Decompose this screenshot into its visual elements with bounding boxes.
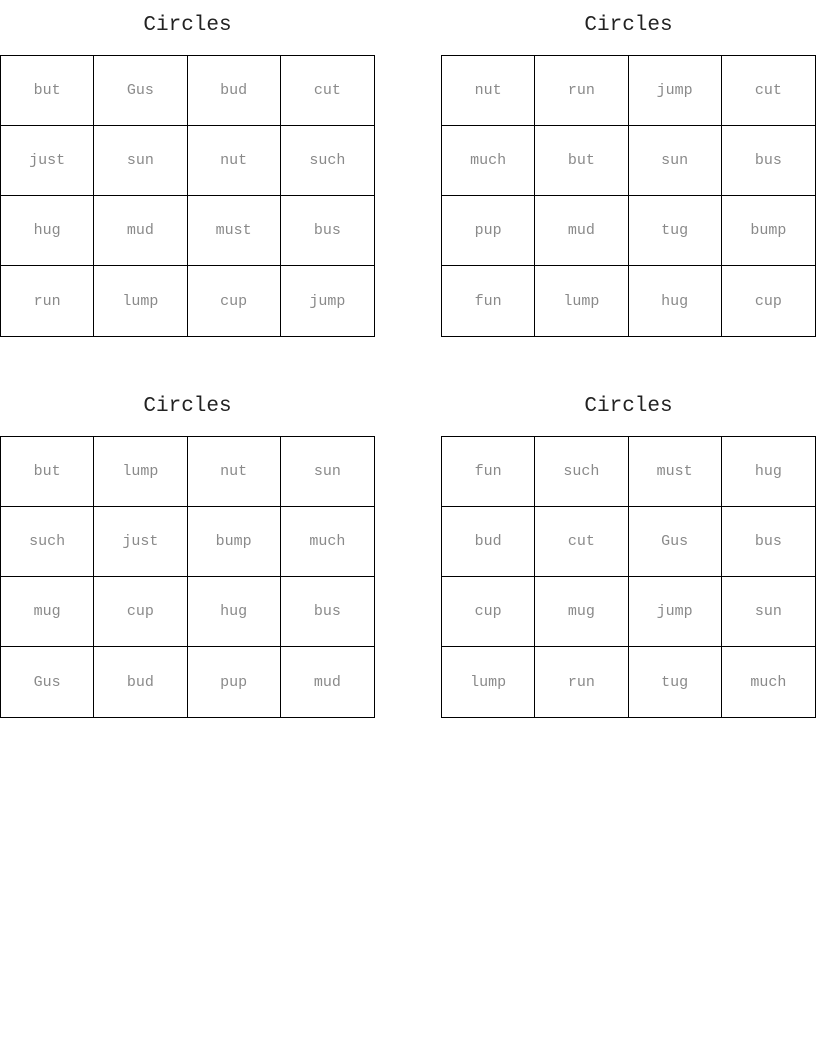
- word-cell: hug: [1, 196, 94, 266]
- word-cell: hug: [722, 437, 815, 507]
- word-cell: cut: [281, 56, 374, 126]
- word-cell: run: [535, 56, 628, 126]
- card-title: Circles: [584, 395, 673, 418]
- word-cell: much: [442, 126, 535, 196]
- word-cell: mug: [1, 577, 94, 647]
- word-cell: such: [1, 507, 94, 577]
- word-cell: tug: [629, 647, 722, 717]
- word-cell: bus: [722, 507, 815, 577]
- word-cell: but: [1, 56, 94, 126]
- word-cell: nut: [442, 56, 535, 126]
- word-cell: bus: [722, 126, 815, 196]
- word-cell: fun: [442, 266, 535, 336]
- word-cell: nut: [188, 126, 281, 196]
- word-cell: sun: [629, 126, 722, 196]
- word-cell: much: [281, 507, 374, 577]
- word-cell: mud: [535, 196, 628, 266]
- word-cell: cup: [754, 292, 782, 310]
- word-cell: but: [535, 126, 628, 196]
- word-cell: must: [188, 196, 281, 266]
- word-cell: just: [94, 507, 187, 577]
- word-cell: just: [1, 126, 94, 196]
- word-cell: lump: [535, 266, 628, 336]
- word-cell: Gus: [1, 647, 94, 717]
- word-cell: mud: [94, 196, 187, 266]
- word-cell: hug: [629, 266, 722, 336]
- word-cell: nut: [188, 437, 281, 507]
- word-cell: jump: [629, 577, 722, 647]
- word-cell: Gus: [94, 56, 187, 126]
- word-cell: sun: [722, 577, 815, 647]
- word-cell: much: [750, 673, 787, 691]
- word-cell: mud: [313, 673, 341, 691]
- word-cell: lump: [442, 647, 535, 717]
- word-cell: bud: [94, 647, 187, 717]
- word-grid: [441, 55, 816, 337]
- word-cell: tug: [629, 196, 722, 266]
- card-title: Circles: [143, 14, 232, 37]
- word-cell: bump: [722, 196, 815, 266]
- word-cell: bud: [188, 56, 281, 126]
- word-cell: cup: [188, 266, 281, 336]
- word-cell: jump: [629, 56, 722, 126]
- word-cell: hug: [188, 577, 281, 647]
- word-cell: run: [535, 647, 628, 717]
- word-cell: pup: [188, 647, 281, 717]
- word-cell: jump: [309, 292, 346, 310]
- word-grid: [0, 55, 375, 337]
- word-cell: mug: [535, 577, 628, 647]
- word-cell: lump: [94, 266, 187, 336]
- word-cell: but: [1, 437, 94, 507]
- word-cell: cup: [94, 577, 187, 647]
- word-cell: Gus: [629, 507, 722, 577]
- word-cell: bud: [442, 507, 535, 577]
- word-cell: cup: [442, 577, 535, 647]
- word-cell: sun: [281, 437, 374, 507]
- word-cell: fun: [442, 437, 535, 507]
- word-cell: such: [281, 126, 374, 196]
- word-grid: [441, 436, 816, 718]
- word-cell: run: [1, 266, 94, 336]
- word-cell: such: [535, 437, 628, 507]
- word-cell: bump: [188, 507, 281, 577]
- word-cell: must: [629, 437, 722, 507]
- word-grid: [0, 436, 375, 718]
- word-cell: bus: [281, 196, 374, 266]
- word-cell: sun: [94, 126, 187, 196]
- word-cell: cut: [722, 56, 815, 126]
- card-title: Circles: [143, 395, 232, 418]
- card-title: Circles: [584, 14, 673, 37]
- word-cell: pup: [442, 196, 535, 266]
- word-cell: cut: [535, 507, 628, 577]
- word-cell: lump: [94, 437, 187, 507]
- word-cell: bus: [281, 577, 374, 647]
